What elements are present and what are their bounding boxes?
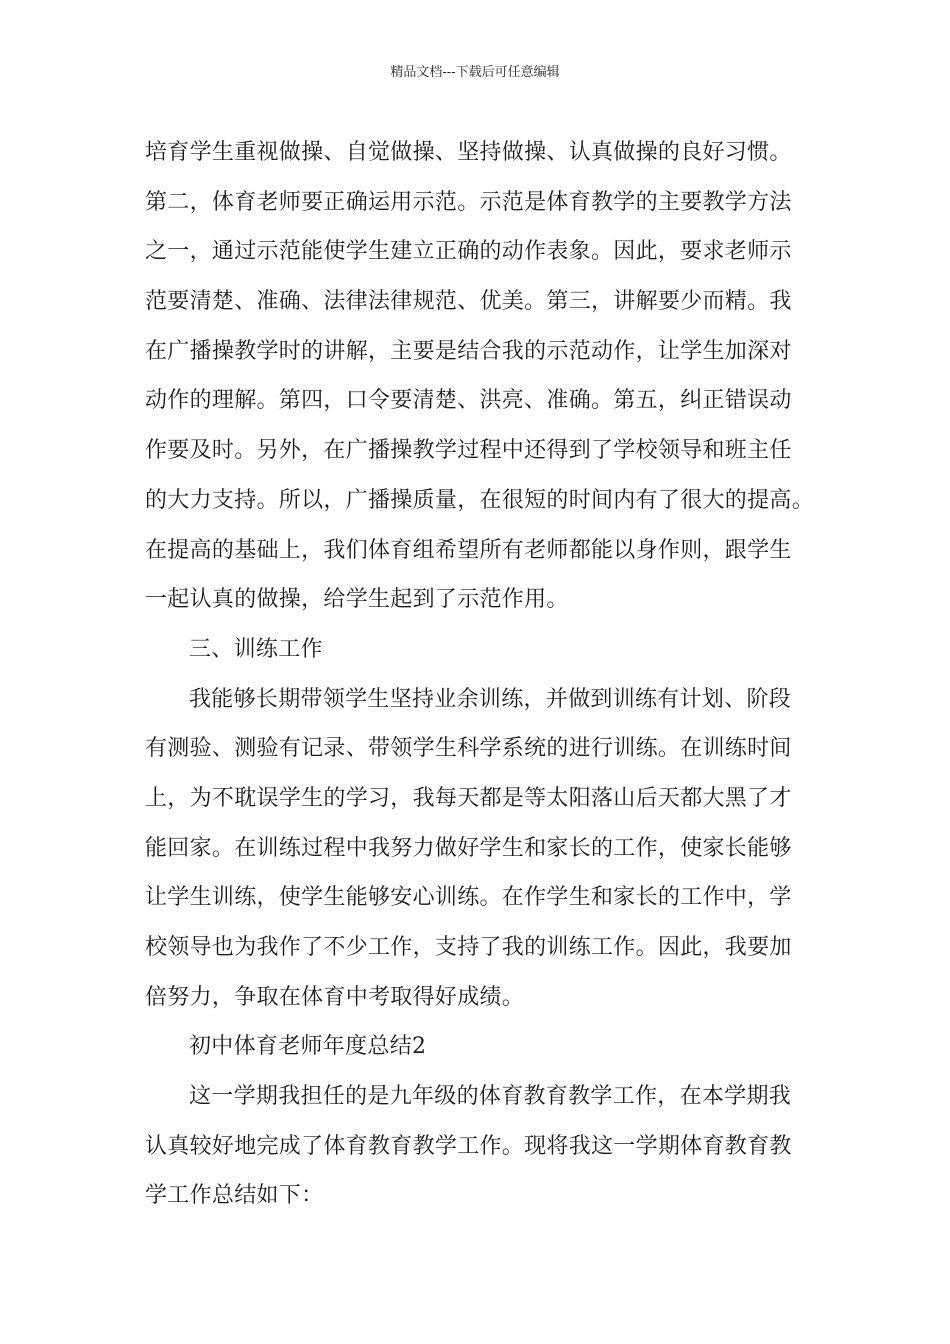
text-line-16: 让学生训练，使学生能够安心训练。在作学生和家长的工作中，学 — [145, 885, 792, 911]
text-line-14: 上，为不耽误学生的学习，我每天都是等太阳落山后天都大黑了才 — [145, 785, 792, 811]
text-line-10: 一起认真的做操，给学生起到了示范作用。 — [145, 587, 569, 613]
text-line-21: 认真较好地完成了体育教育教学工作。现将我这一学期体育教育教 — [145, 1133, 792, 1159]
text-line-22: 学工作总结如下： — [145, 1183, 324, 1209]
text-line-12: 我能够长期带领学生坚持业余训练，并做到训练有计划、阶段 — [189, 686, 792, 712]
text-line-8: 的大力支持。所以，广播操质量，在很短的时间内有了很大的提高。 — [145, 487, 815, 513]
text-line-17: 校领导也为我作了不少工作，支持了我的训练工作。因此，我要加 — [145, 935, 792, 960]
text-line-9: 在提高的基础上，我们体育组希望所有老师都能以身作则，跟学生 — [145, 537, 792, 563]
text-line-4: 范要清楚、准确、法律法律规范、优美。第三，讲解要少而精。我 — [145, 289, 792, 315]
text-line-18: 倍努力，争取在体育中考取得好成绩。 — [145, 984, 525, 1010]
document-subtitle: 初中体育老师年度总结2 — [189, 1034, 427, 1060]
text-line-6: 动作的理解。第四，口令要清楚、洪亮、准确。第五，纠正错误动 — [145, 388, 792, 414]
text-line-2: 第二，体育老师要正确运用示范。示范是体育教学的主要教学方法 — [145, 189, 792, 215]
text-line-3: 之一，通过示范能使学生建立正确的动作表象。因此，要求老师示 — [145, 239, 792, 265]
text-line-7: 作要及时。另外，在广播操教学过程中还得到了学校领导和班主任 — [145, 438, 792, 464]
text-line-13: 有测验、测验有记录、带领学生科学系统的进行训练。在训练时间 — [145, 736, 792, 762]
page-header: 精品文档---下载后可任意编辑 — [390, 65, 560, 80]
text-line-1: 培育学生重视做操、自觉做操、坚持做操、认真做操的良好习惯。 — [145, 140, 792, 165]
document-body — [145, 128, 825, 1221]
text-line-20: 这一学期我担任的是九年级的体育教育教学工作，在本学期我 — [189, 1084, 792, 1110]
section-heading: 三、训练工作 — [189, 636, 323, 662]
text-line-5: 在广播操教学时的讲解，主要是结合我的示范动作，让学生加深对 — [145, 338, 792, 364]
text-line-15: 能回家。在训练过程中我努力做好学生和家长的工作，使家长能够 — [145, 835, 792, 861]
